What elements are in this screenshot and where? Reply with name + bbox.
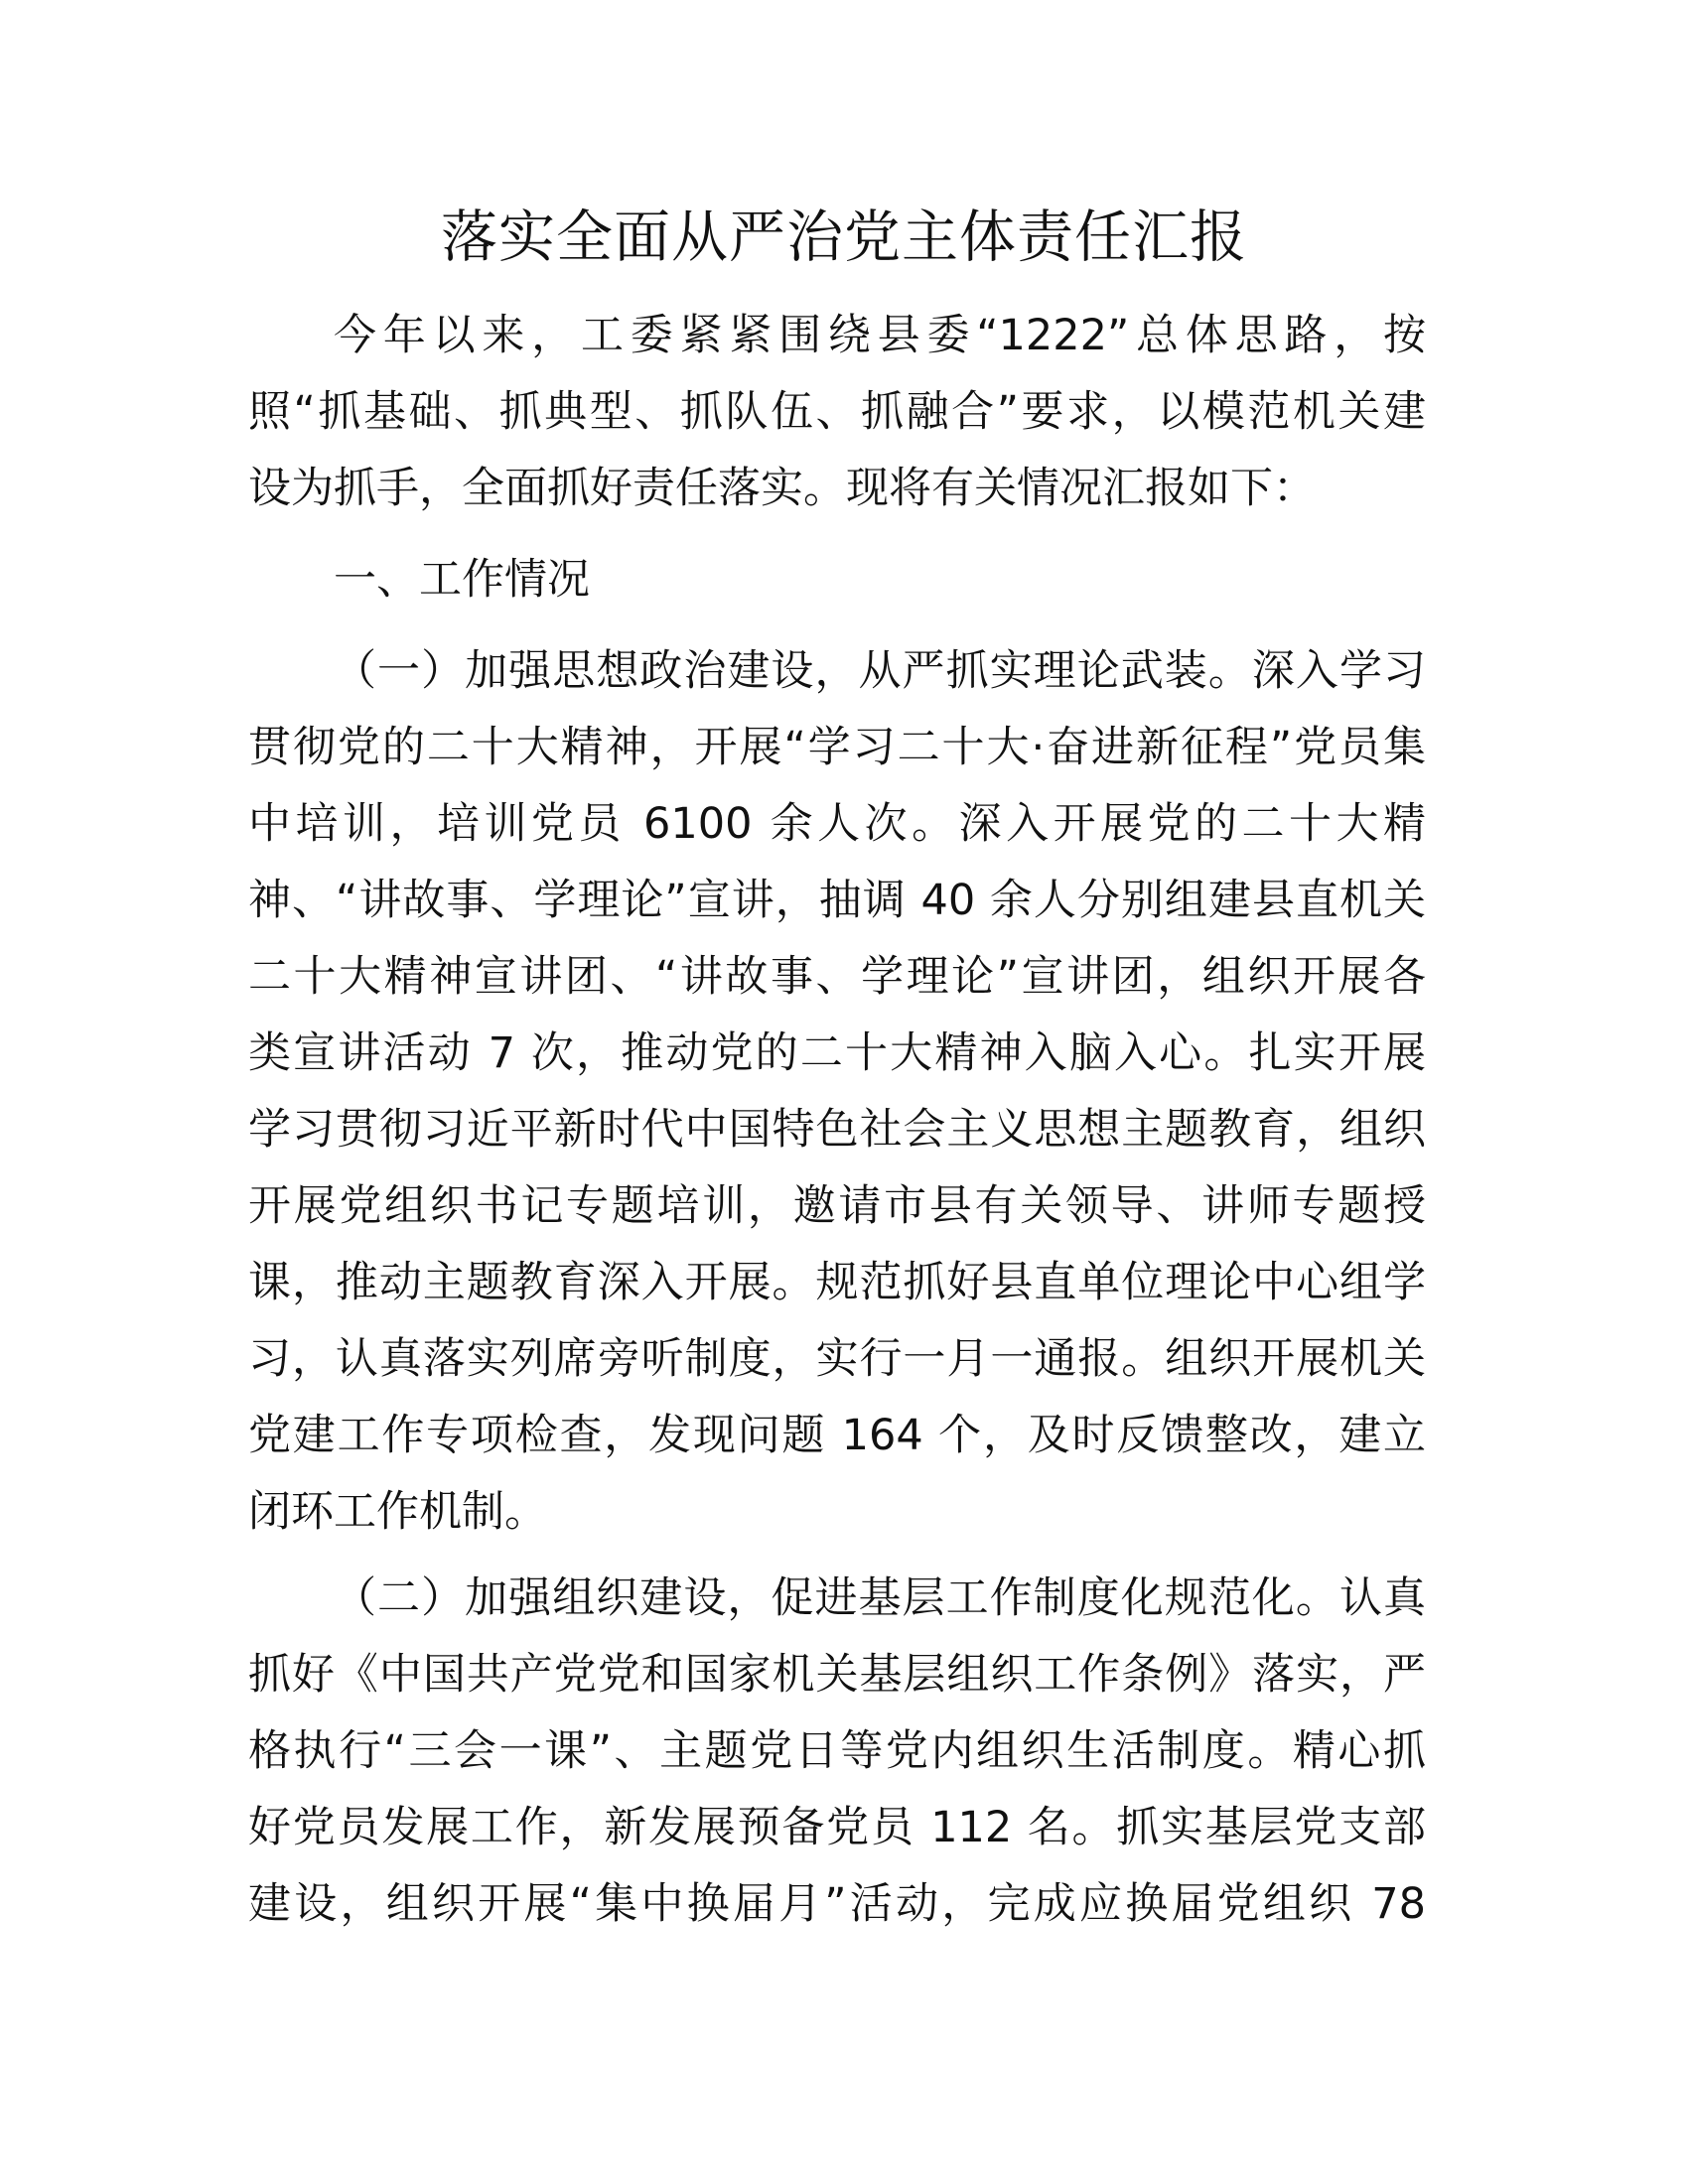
text-line: 今年以来，工委紧紧围绕县委“1222”总体思路，按 — [334, 311, 1426, 360]
text-line: 贯彻党的二十大精神，开展“学习二十大·奋进新征程”党员集 — [248, 723, 1426, 772]
section-heading — [248, 542, 1426, 618]
text-line: 照“抓基础、抓典型、抓队伍、抓融合”要求，以模范机关建 — [248, 387, 1426, 437]
intro-paragraph — [248, 298, 1426, 527]
text-line: 设为抓手，全面抓好责任落实。现将有关情况汇报如下： — [248, 464, 1316, 513]
text-line: 格执行“三会一课”、主题党日等党内组织生活制度。精心抓 — [248, 1726, 1426, 1776]
text-line: （二）加强组织建设，促进基层工作制度化规范化。认真 — [334, 1573, 1426, 1623]
text-line: 抓好《中国共产党党和国家机关基层组织工作条例》落实，严 — [248, 1650, 1426, 1700]
text-line: 开展党组织书记专题培训，邀请市县有关领导、讲师专题授 — [248, 1181, 1426, 1231]
text-line: 二十大精神宣讲团、“讲故事、学理论”宣讲团，组织开展各 — [248, 952, 1426, 1002]
text-line: 神、“讲故事、学理论”宣讲，抽调 40 余人分别组建县直机关 — [248, 876, 1426, 925]
text-line: 课，推动主题教育深入开展。规范抓好县直单位理论中心组学 — [248, 1258, 1426, 1307]
text-line: 好党员发展工作，新发展预备党员 112 名。抓实基层党支部 — [248, 1803, 1426, 1852]
document-body — [248, 298, 1426, 1943]
heading-work-situation: 一、工作情况 — [334, 555, 590, 605]
text-line: 中培训，培训党员 6100 余人次。深入开展党的二十大精 — [248, 799, 1426, 849]
document-title: 落实全面从严治党主体责任汇报 — [441, 205, 1247, 270]
text-line: （一）加强思想政治建设，从严抓实理论武装。深入学习 — [334, 646, 1426, 696]
text-line: 建设，组织开展“集中换届月”活动，完成应换届党组织 78 — [248, 1879, 1426, 1929]
text-line: 闭环工作机制。 — [248, 1487, 547, 1537]
text-line: 学习贯彻习近平新时代中国特色社会主义思想主题教育，组织 — [248, 1105, 1426, 1155]
section-1-paragraph — [248, 633, 1426, 1551]
section-2-paragraph — [248, 1561, 1426, 1943]
text-line: 习，认真落实列席旁听制度，实行一月一通报。组织开展机关 — [248, 1334, 1426, 1384]
text-line: 党建工作专项检查，发现问题 164 个，及时反馈整改，建立 — [248, 1411, 1426, 1460]
text-line: 类宣讲活动 7 次，推动党的二十大精神入脑入心。扎实开展 — [248, 1028, 1426, 1078]
